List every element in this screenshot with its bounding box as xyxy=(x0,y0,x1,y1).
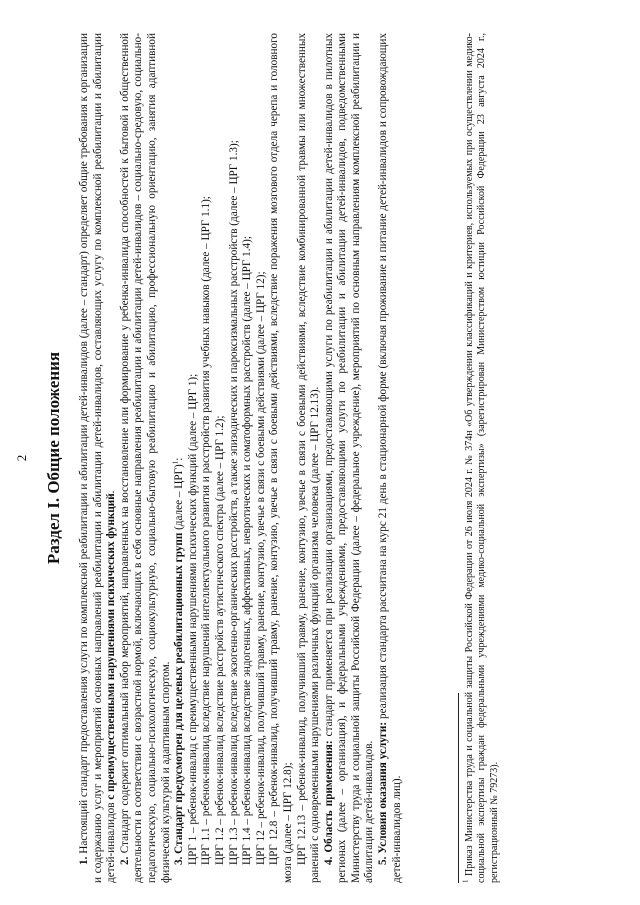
paragraph-4-label: Область применения: xyxy=(322,740,335,853)
paragraph-3-text: (далее – ЦРГ) xyxy=(173,464,186,533)
group-item: ЦРГ 1 – ребенок-инвалид с преимущественными нарушениями психических функций (далее – ЦРГ 1); xyxy=(186,373,199,865)
group-item: ЦРГ 12 – ребенок-инвалид, получивший травму, ранение, контузию, увечье в связи с боевыми действиями (далее – ЦРГ 12); xyxy=(254,271,267,865)
group-item: ЦРГ 1.4 – ребенок-инвалид вследствие эндогенных, аффективных, невротических и соматоформных расстройств (далее – ЦРГ 1.4); xyxy=(241,236,254,865)
paragraph-4-number: 4. xyxy=(322,856,335,865)
footnote-text: Приказ Министерства труда и социальной защиты Российской Федерации от 26 июля 2024 г. № 374н «Об утверждении классификаций и критериев, используемых при осуществлении медико-социальной экспертизы граждан федеральными учреждениями медико-социальной экспертизы» (зарегистрирован Министерством юстиции Российской Федерации 23 августа 2024 г., регистрационный № 79273). xyxy=(464,33,500,883)
paragraph-5-number: 5. xyxy=(377,856,390,865)
paragraph-5-label: Условия оказания услуги: xyxy=(377,721,390,854)
paragraph-4-text: стандарт применяется при реализации организациями, предоставляющими услуги по реабилитации и абилитации детей-инвалидов в пилотных регионах (далее – организация), и федеральными учреждениями, предоставляющими услуги по реабилитации и абилитации детей-инвалидов, подведомственными Министерству труда и социальной защиты Российской Федерации (далее – федеральное учреждение), мероприятий по основным направлениям комплексной реабилитации и абилитации детей-инвалидов. xyxy=(322,32,376,883)
paragraph-2-text: Стандарт содержит оптимальный набор мероприятий, направленных на восстановление или формирование у ребенка-инвалида способностей к бытовой и общественной деятельности в соответствии с возрастной нормой, включающих в себя основные направления реабилитации и абилитации детей-инвалидов – социально-средовую, социально-педагогическую, социально-психологическую, социокультурную, социально-бытовую реабилитацию и абилитацию, профессиональную ориентацию, занятия адаптивной физической культурой и адаптивным спортом. xyxy=(118,32,172,883)
paragraph-1-end: . xyxy=(105,490,118,494)
group-item: ЦРГ 1.2 – ребенок-инвалид вследствие расстройств аутистического спектра (далее – ЦРГ 1.2); xyxy=(213,415,226,865)
paragraph-1-text: Настоящий стандарт предоставления услуги по комплексной реабилитации и абилитации детей-инвалидов (далее – стандарт) определяет общие требования к организации и содержанию услуг и мероприятий основных направлений реабилитации и абилитации детей-инвалидов, составляющих услугу по комплексной реабилитации и абилитации детей-инвалидов xyxy=(78,32,118,883)
paragraph-3-number: 3. xyxy=(173,856,186,865)
paragraph-5 xyxy=(377,33,404,883)
paragraph-3 xyxy=(173,33,187,883)
group-item: ЦРГ 1.3 – ребенок-инвалид вследствие экзогенно-органических расстройств, а также эпизодических и пароксизмальных расстройств (далее – ЦРГ 1.3); xyxy=(227,140,240,865)
footnote-mark: 1 xyxy=(461,879,470,883)
group-item: ЦРГ 12.8 – ребенок-инвалид, получивший травму, ранение, контузию, увечье в связи с боевыми действиями, вследствие поражения мозгового отдела черепа и головного мозга (далее – ЦРГ 12.8); xyxy=(268,33,294,883)
paragraph-4 xyxy=(323,33,377,883)
document-body xyxy=(78,33,404,883)
paragraph-2-number: 2. xyxy=(118,856,131,865)
section-title: Раздел I. Общие положения xyxy=(44,351,63,565)
footnote xyxy=(461,33,501,883)
group-item: ЦРГ 1.1 – ребенок-инвалид вследствие нарушений интеллектуального развития и расстройств развития учебных навыков (далее – ЦРГ 1.1); xyxy=(200,196,213,865)
footnote-divider xyxy=(458,693,459,883)
group-item: ЦРГ 12.13 – ребенок-инвалид, получивший травму, ранение, контузию, увечье в связи с боевыми действиями, вследствие комбинированной травмы или множественных ранений с одновременными нарушениями различных функций организма человека (далее – ЦРГ 12.13). xyxy=(295,33,322,883)
paragraph-1-number: 1. xyxy=(78,856,90,865)
paragraph-1 xyxy=(78,33,119,883)
paragraph-3-bold-text: Стандарт предусмотрен для целевых реабилитационных групп xyxy=(173,532,186,854)
paragraph-2 xyxy=(119,33,173,883)
paragraph-5-text: реализация стандарта рассчитана на курс 21 день в стационарной форме (включая проживание и питание детей-инвалидов и сопровождающих детей-инвалидов лиц). xyxy=(377,33,403,883)
page-number: 2 xyxy=(14,454,29,462)
page-content xyxy=(14,33,626,883)
paragraph-3-end: : xyxy=(173,457,186,461)
footnote-reference: 1 xyxy=(171,460,180,465)
paragraph-1-bold-text: с преимущественными нарушениями психических функций xyxy=(105,493,118,800)
